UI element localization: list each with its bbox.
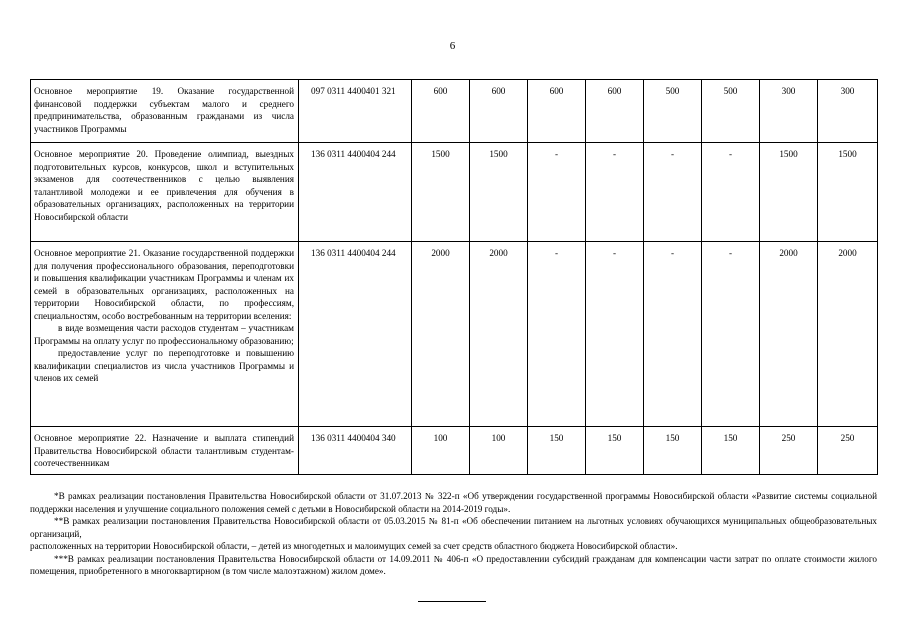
value-cell: 150	[702, 427, 760, 475]
budget-code: 097 0311 4400401 321	[299, 80, 412, 143]
value-cell: 1500	[412, 143, 470, 242]
value-cell: 1500	[760, 143, 818, 242]
value-cell: 100	[470, 427, 528, 475]
footnote: **В рамках реализации постановления Правительства Новосибирской области от 05.03.2015 № 81-п «Об обеспечении питанием на льготных условиях обучающихся муниципальных общеобразовательных организаций,	[30, 516, 877, 539]
budget-table	[30, 79, 878, 475]
value-cell: 500	[702, 80, 760, 143]
value-cell: 100	[412, 427, 470, 475]
value-cell: -	[586, 143, 644, 242]
table-row	[31, 80, 878, 143]
page-number: 6	[449, 40, 456, 52]
value-cell: -	[644, 242, 702, 427]
value-cell: 150	[644, 427, 702, 475]
value-cell: 2000	[412, 242, 470, 427]
value-cell: 2000	[818, 242, 878, 427]
footnote: ***В рамках реализации постановления Правительства Новосибирской области от 14.09.2011 № 406-п «О предоставлении субсидий гражданам для компенсации части затрат по оплате стоимости жилого помещения, приобретенного в многоквартирном (в том числе малоэтажном) жилом доме».	[30, 553, 877, 576]
value-cell: 150	[528, 427, 586, 475]
value-cell: 150	[586, 427, 644, 475]
activity-description: Основное мероприятие 21. Оказание государственной поддержки для получения профессионального образования, переподготовки и повышения квалификации участникам Программы и членам их семей в образовательных организациях, расположенных на территории Новосибирской области, по профессиям, специальностям, особо востребованным на территории вселения: в виде возмещения части расходов студентам – участникам Программы на оплату услуг по профессиональному образованию; предоставление услуг по переподготовке и повышению квалификации специалистов из числа участников Программы и членов их семей	[31, 242, 299, 427]
end-rule	[418, 601, 486, 602]
value-cell: 250	[760, 427, 818, 475]
activity-description: Основное мероприятие 19. Оказание государственной финансовой поддержки субъектам малого и среднего предпринимательства, образованным гражданами из числа участников Программы	[31, 80, 299, 143]
footnote: *В рамках реализации постановления Правительства Новосибирской области от 31.07.2013 № 322-п «Об утверждении государственной программы Новосибирской области «Развитие системы социальной поддержки населения и улучшение социального положения семей с детьми в Новосибирской области на 2014-2019 годы».	[30, 491, 877, 514]
value-cell: -	[644, 143, 702, 242]
value-cell: 300	[818, 80, 878, 143]
value-cell: 2000	[470, 242, 528, 427]
activity-description: Основное мероприятие 20. Проведение олимпиад, выездных подготовительных курсов, конкурсов, школ и вступительных экзаменов для соотечественников с целью выявления талантливой молодежи и ее привлечения для обучения в образовательных организациях, расположенных на территории Новосибирской области	[31, 143, 299, 242]
budget-code: 136 0311 4400404 244	[299, 242, 412, 427]
value-cell: 600	[412, 80, 470, 143]
value-cell: -	[528, 242, 586, 427]
value-cell: -	[702, 143, 760, 242]
budget-code: 136 0311 4400404 340	[299, 427, 412, 475]
value-cell: -	[586, 242, 644, 427]
budget-code: 136 0311 4400404 244	[299, 143, 412, 242]
activity-description: Основное мероприятие 22. Назначение и выплата стипендий Правительства Новосибирской области талантливым студентам-соотечественникам	[31, 427, 299, 475]
value-cell: 500	[644, 80, 702, 143]
footnote-continuation: расположенных на территории Новосибирской области, – детей из многодетных и малоимущих семей за счет средств областного бюджета Новосибирской области».	[30, 541, 678, 551]
table-row	[31, 427, 878, 475]
value-cell: 1500	[470, 143, 528, 242]
value-cell: -	[528, 143, 586, 242]
value-cell: 600	[586, 80, 644, 143]
table-row	[31, 242, 878, 427]
footnotes	[30, 490, 877, 578]
value-cell: 600	[470, 80, 528, 143]
value-cell: 300	[760, 80, 818, 143]
value-cell: 250	[818, 427, 878, 475]
value-cell: 600	[528, 80, 586, 143]
value-cell: 2000	[760, 242, 818, 427]
value-cell: 1500	[818, 143, 878, 242]
table-row	[31, 143, 878, 242]
value-cell: -	[702, 242, 760, 427]
